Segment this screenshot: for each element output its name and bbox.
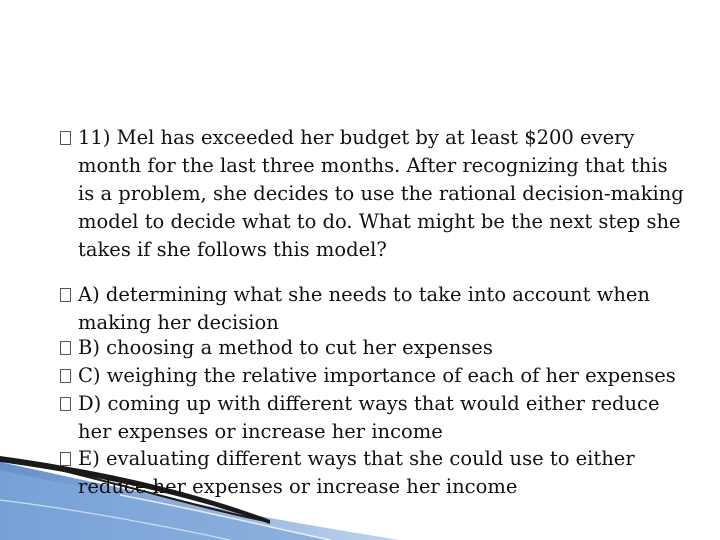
option-e-text: E) evaluating different ways that she could use to either reduce her expenses or increase her income	[78, 447, 635, 498]
bullet-icon	[60, 369, 71, 383]
bullet-icon	[60, 397, 71, 411]
option-a	[60, 281, 690, 337]
bullet-icon	[60, 131, 71, 145]
option-b	[60, 334, 690, 362]
option-b-text: B) choosing a method to cut her expenses	[78, 336, 493, 359]
option-e	[60, 445, 690, 501]
option-c	[60, 362, 690, 390]
option-d-text: D) coming up with different ways that would either reduce her expenses or increase her income	[78, 392, 660, 443]
bullet-icon	[60, 288, 71, 302]
bullet-icon	[60, 452, 71, 466]
question-text: 11) Mel has exceeded her budget by at least $200 every month for the last three months. After recognizing that this is a problem, she decides to use the rational decision-making model to decide what to do. What might be the next step she takes if she follows this model?	[78, 126, 684, 261]
option-a-text: A) determining what she needs to take into account when making her decision	[78, 283, 650, 334]
bullet-icon	[60, 341, 71, 355]
option-c-text: C) weighing the relative importance of each of her expenses	[78, 364, 676, 387]
question-item	[60, 124, 690, 264]
option-d	[60, 390, 690, 446]
